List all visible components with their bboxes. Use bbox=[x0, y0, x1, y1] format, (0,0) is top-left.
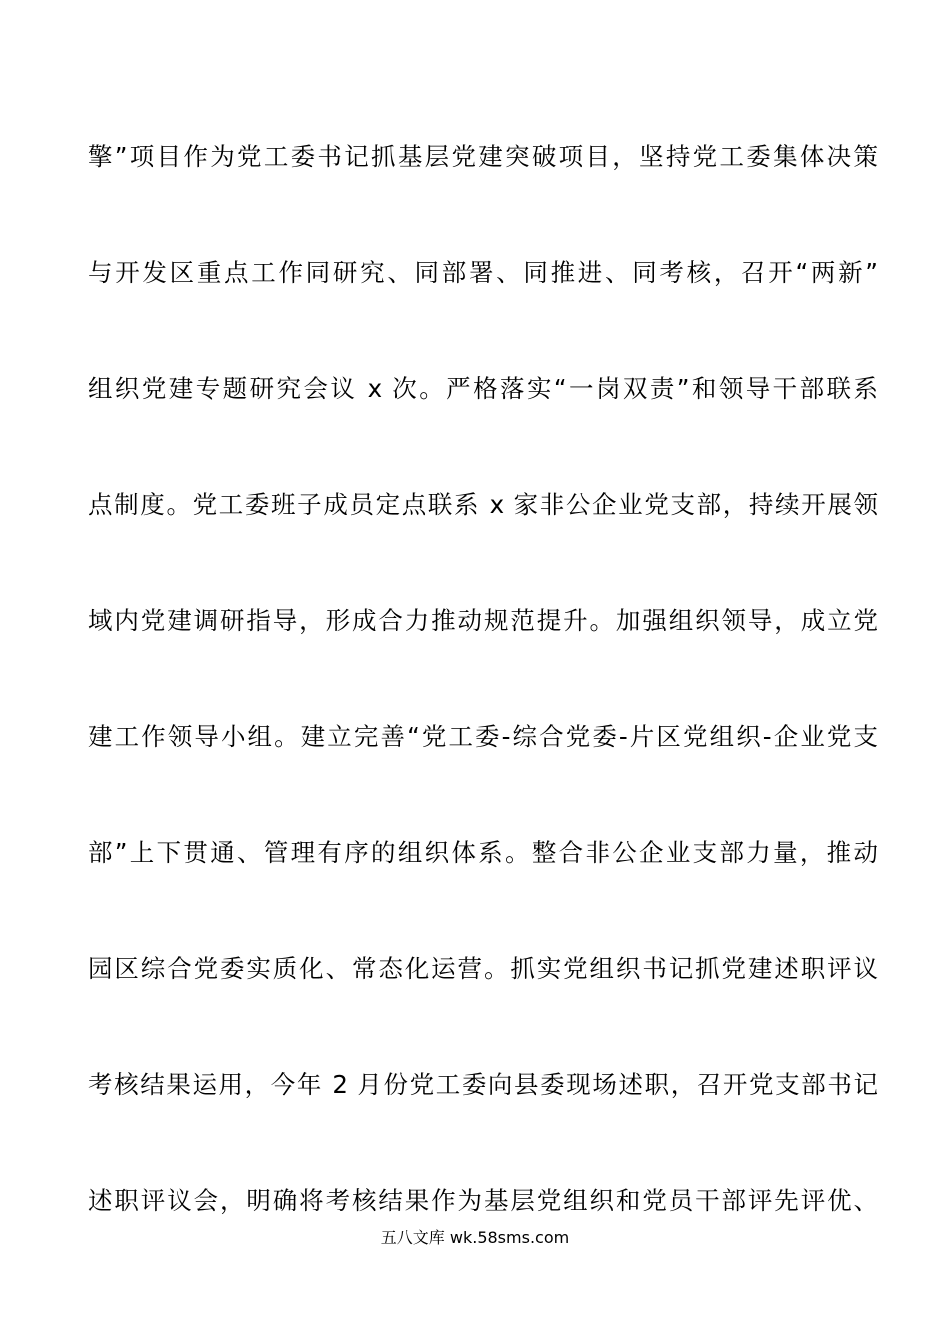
body-line-6: 建工作领导小组。建立完善“党工委-综合党委-片区党组织-企业党支 bbox=[88, 722, 878, 751]
body-line-5: 域内党建调研指导，形成合力推动规范提升。加强组织领导，成立党 bbox=[88, 606, 878, 635]
body-line-1: 擎”项目作为党工委书记抓基层党建突破项目，坚持党工委集体决策 bbox=[88, 142, 878, 171]
body-line-2: 与开发区重点工作同研究、同部署、同推进、同考核，召开“两新” bbox=[88, 258, 878, 287]
body-line-7: 部”上下贯通、管理有序的组织体系。整合非公企业支部力量，推动 bbox=[88, 838, 878, 867]
body-line-10: 述职评议会，明确将考核结果作为基层党组织和党员干部评先评优、 bbox=[88, 1186, 878, 1215]
page-footer-watermark: 五八文库 wk.58sms.com bbox=[380, 1228, 570, 1247]
document-body bbox=[88, 128, 878, 1230]
body-line-4: 点制度。党工委班子成员定点联系 x 家非公企业党支部，持续开展领 bbox=[88, 490, 878, 519]
body-line-9: 考核结果运用，今年 2 月份党工委向县委现场述职，召开党支部书记 bbox=[88, 1070, 878, 1099]
body-line-3: 组织党建专题研究会议 x 次。严格落实“一岗双责”和领导干部联系 bbox=[88, 374, 878, 403]
body-line-8: 园区综合党委实质化、常态化运营。抓实党组织书记抓党建述职评议 bbox=[88, 954, 878, 983]
